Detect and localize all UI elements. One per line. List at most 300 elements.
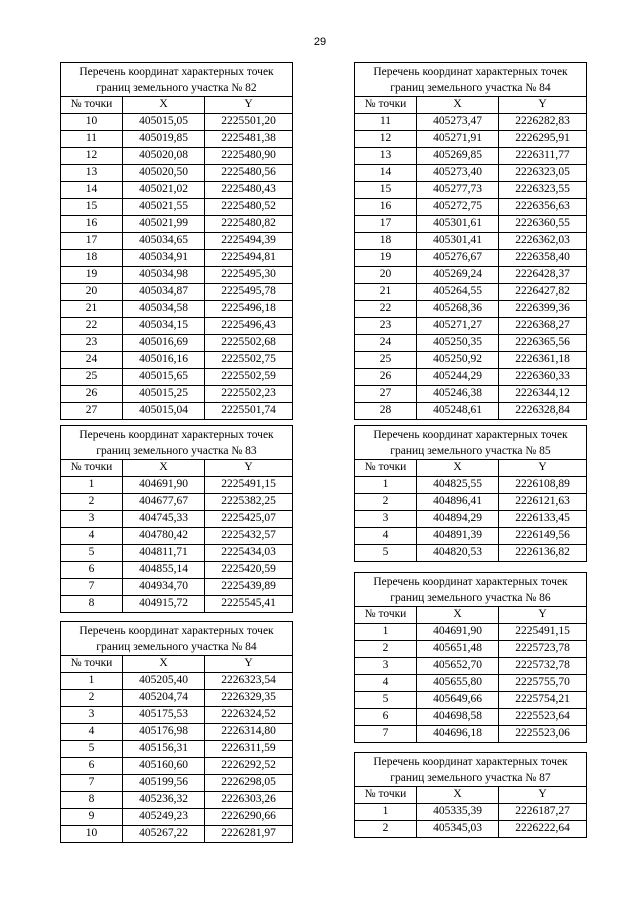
- x-cell: 405020,08: [123, 148, 205, 165]
- y-cell: 2225439,89: [205, 579, 293, 596]
- y-cell: 2225491,15: [205, 477, 293, 494]
- table-row: [61, 267, 293, 284]
- y-cell: 2225480,43: [205, 182, 293, 199]
- table-title-line: границ земельного участка № 86: [390, 591, 551, 604]
- x-cell: 404811,71: [123, 545, 205, 562]
- point-number-cell: 21: [355, 284, 417, 301]
- table-row: [61, 352, 293, 369]
- table-row: [355, 369, 587, 386]
- point-number-cell: 4: [355, 528, 417, 545]
- point-number-cell: 12: [61, 148, 123, 165]
- table-row: [355, 335, 587, 352]
- x-cell: 405655,80: [417, 675, 499, 692]
- point-number-cell: 4: [61, 528, 123, 545]
- point-number-cell: 18: [61, 250, 123, 267]
- point-number-cell: 16: [61, 216, 123, 233]
- point-number-cell: 8: [61, 792, 123, 809]
- y-cell: 2225496,18: [205, 301, 293, 318]
- point-number-cell: 2: [61, 494, 123, 511]
- y-cell: 2225425,07: [205, 511, 293, 528]
- point-number-cell: 23: [61, 335, 123, 352]
- point-number-cell: 22: [61, 318, 123, 335]
- y-cell: 2226323,05: [499, 165, 587, 182]
- header-y: Y: [499, 97, 587, 114]
- table-title-line: границ земельного участка № 84: [96, 640, 257, 653]
- table-title-line: Перечень координат характерных точек: [373, 755, 568, 768]
- coord-table-87: [354, 752, 587, 838]
- header-point-number: № точки: [355, 97, 417, 114]
- point-number-cell: 26: [355, 369, 417, 386]
- table-row: [61, 528, 293, 545]
- x-cell: 405651,48: [417, 641, 499, 658]
- point-number-cell: 26: [61, 386, 123, 403]
- table-title-line: Перечень координат характерных точек: [79, 624, 274, 637]
- table-row: [61, 596, 293, 613]
- table-row: [355, 726, 587, 743]
- table-row: [61, 182, 293, 199]
- point-number-cell: 11: [355, 114, 417, 131]
- header-x: X: [417, 607, 499, 624]
- y-cell: 2225382,25: [205, 494, 293, 511]
- header-y: Y: [205, 656, 293, 673]
- y-cell: 2226149,56: [499, 528, 587, 545]
- point-number-cell: 19: [61, 267, 123, 284]
- x-cell: 405272,75: [417, 199, 499, 216]
- point-number-cell: 13: [61, 165, 123, 182]
- x-cell: 404934,70: [123, 579, 205, 596]
- point-number-cell: 5: [355, 545, 417, 562]
- x-cell: 405020,50: [123, 165, 205, 182]
- y-cell: 2226222,64: [499, 821, 587, 838]
- table-row: [355, 182, 587, 199]
- table-row: [355, 675, 587, 692]
- x-cell: 404915,72: [123, 596, 205, 613]
- header-point-number: № точки: [61, 656, 123, 673]
- point-number-cell: 15: [355, 182, 417, 199]
- x-cell: 405273,47: [417, 114, 499, 131]
- y-cell: 2226311,77: [499, 148, 587, 165]
- x-cell: 405345,03: [417, 821, 499, 838]
- point-number-cell: 4: [355, 675, 417, 692]
- y-cell: 2226311,59: [205, 741, 293, 758]
- x-cell: 405269,24: [417, 267, 499, 284]
- x-cell: 405269,85: [417, 148, 499, 165]
- x-cell: 405205,40: [123, 673, 205, 690]
- y-cell: 2226427,82: [499, 284, 587, 301]
- table-row: [355, 165, 587, 182]
- y-cell: 2225494,81: [205, 250, 293, 267]
- x-cell: 405015,04: [123, 403, 205, 420]
- point-number-cell: 24: [355, 335, 417, 352]
- table-row: [61, 199, 293, 216]
- table-row: [61, 386, 293, 403]
- table-row: [61, 233, 293, 250]
- y-cell: 2226298,05: [205, 775, 293, 792]
- point-number-cell: 1: [61, 477, 123, 494]
- table-row: [61, 318, 293, 335]
- header-point-number: № точки: [355, 460, 417, 477]
- table-row: [355, 216, 587, 233]
- table-row: [61, 216, 293, 233]
- y-cell: 2226362,03: [499, 233, 587, 250]
- x-cell: 405249,23: [123, 809, 205, 826]
- table-row: [355, 267, 587, 284]
- table-row: [355, 250, 587, 267]
- x-cell: 405034,91: [123, 250, 205, 267]
- table-title-line: границ земельного участка № 87: [390, 771, 551, 784]
- y-cell: 2226323,54: [205, 673, 293, 690]
- x-cell: 405034,58: [123, 301, 205, 318]
- table-row: [355, 511, 587, 528]
- table-row: [61, 131, 293, 148]
- point-number-cell: 27: [355, 386, 417, 403]
- point-number-cell: 7: [355, 726, 417, 743]
- table-row: [61, 826, 293, 843]
- y-cell: 2225494,39: [205, 233, 293, 250]
- table-row: [355, 199, 587, 216]
- table-title-line: Перечень координат характерных точек: [373, 575, 568, 588]
- x-cell: 404855,14: [123, 562, 205, 579]
- point-number-cell: 8: [61, 596, 123, 613]
- table-row: [61, 690, 293, 707]
- y-cell: 2226365,56: [499, 335, 587, 352]
- table-row: [61, 403, 293, 420]
- table-row: [355, 301, 587, 318]
- x-cell: 405277,73: [417, 182, 499, 199]
- table-row: [61, 673, 293, 690]
- header-x: X: [417, 460, 499, 477]
- y-cell: 2225480,90: [205, 148, 293, 165]
- point-number-cell: 17: [61, 233, 123, 250]
- x-cell: 405268,36: [417, 301, 499, 318]
- x-cell: 404677,67: [123, 494, 205, 511]
- table-row: [61, 369, 293, 386]
- x-cell: 405175,53: [123, 707, 205, 724]
- point-number-cell: 24: [61, 352, 123, 369]
- x-cell: 405236,32: [123, 792, 205, 809]
- y-cell: 2226282,83: [499, 114, 587, 131]
- y-cell: 2226121,63: [499, 494, 587, 511]
- x-cell: 405335,39: [417, 804, 499, 821]
- point-number-cell: 3: [355, 658, 417, 675]
- y-cell: 2225523,06: [499, 726, 587, 743]
- header-row: [355, 607, 587, 624]
- y-cell: 2226360,33: [499, 369, 587, 386]
- x-cell: 405301,61: [417, 216, 499, 233]
- point-number-cell: 17: [355, 216, 417, 233]
- y-cell: 2225754,21: [499, 692, 587, 709]
- x-cell: 404820,53: [417, 545, 499, 562]
- y-cell: 2226328,84: [499, 403, 587, 420]
- header-x: X: [417, 97, 499, 114]
- table-title: [355, 426, 587, 460]
- header-y: Y: [205, 97, 293, 114]
- header-x: X: [123, 656, 205, 673]
- table-row: [61, 741, 293, 758]
- header-row: [61, 656, 293, 673]
- x-cell: 405021,55: [123, 199, 205, 216]
- x-cell: 405176,98: [123, 724, 205, 741]
- x-cell: 405652,70: [417, 658, 499, 675]
- x-cell: 405021,99: [123, 216, 205, 233]
- table-row: [61, 301, 293, 318]
- coord-table-82: [60, 62, 293, 420]
- y-cell: 2225732,78: [499, 658, 587, 675]
- y-cell: 2225496,43: [205, 318, 293, 335]
- y-cell: 2225480,52: [205, 199, 293, 216]
- point-number-cell: 14: [61, 182, 123, 199]
- table-row: [61, 284, 293, 301]
- table-row: [61, 758, 293, 775]
- table-title: [355, 573, 587, 607]
- x-cell: 404780,42: [123, 528, 205, 545]
- y-cell: 2226290,66: [205, 809, 293, 826]
- header-y: Y: [499, 607, 587, 624]
- y-cell: 2226356,63: [499, 199, 587, 216]
- y-cell: 2226136,82: [499, 545, 587, 562]
- x-cell: 404745,33: [123, 511, 205, 528]
- x-cell: 404825,55: [417, 477, 499, 494]
- x-cell: 404896,41: [417, 494, 499, 511]
- page-number: 29: [313, 36, 327, 48]
- point-number-cell: 25: [61, 369, 123, 386]
- table-row: [355, 352, 587, 369]
- point-number-cell: 2: [355, 821, 417, 838]
- table-row: [61, 477, 293, 494]
- header-row: [61, 97, 293, 114]
- table-row: [355, 284, 587, 301]
- table-row: [355, 545, 587, 562]
- y-cell: 2225434,03: [205, 545, 293, 562]
- x-cell: 404894,29: [417, 511, 499, 528]
- y-cell: 2225502,23: [205, 386, 293, 403]
- x-cell: 405034,87: [123, 284, 205, 301]
- point-number-cell: 6: [61, 758, 123, 775]
- table-row: [61, 792, 293, 809]
- table-title: [61, 63, 293, 97]
- x-cell: 404691,90: [123, 477, 205, 494]
- y-cell: 2226368,27: [499, 318, 587, 335]
- y-cell: 2225523,64: [499, 709, 587, 726]
- x-cell: 405649,66: [417, 692, 499, 709]
- x-cell: 405015,65: [123, 369, 205, 386]
- point-number-cell: 21: [61, 301, 123, 318]
- coord-table-85: [354, 425, 587, 562]
- point-number-cell: 6: [61, 562, 123, 579]
- x-cell: 405034,65: [123, 233, 205, 250]
- x-cell: 405248,61: [417, 403, 499, 420]
- table-row: [355, 658, 587, 675]
- table-row: [355, 403, 587, 420]
- header-x: X: [417, 787, 499, 804]
- y-cell: 2226108,89: [499, 477, 587, 494]
- point-number-cell: 3: [61, 707, 123, 724]
- point-number-cell: 11: [61, 131, 123, 148]
- x-cell: 404696,18: [417, 726, 499, 743]
- point-number-cell: 10: [61, 114, 123, 131]
- table-row: [355, 528, 587, 545]
- table-row: [355, 641, 587, 658]
- x-cell: 405250,92: [417, 352, 499, 369]
- table-title-line: границ земельного участка № 82: [96, 81, 257, 94]
- table-title-line: Перечень координат характерных точек: [79, 65, 274, 78]
- point-number-cell: 1: [355, 624, 417, 641]
- y-cell: 2225432,57: [205, 528, 293, 545]
- x-cell: 405016,16: [123, 352, 205, 369]
- y-cell: 2226292,52: [205, 758, 293, 775]
- y-cell: 2225502,68: [205, 335, 293, 352]
- table-row: [355, 131, 587, 148]
- coord-table-84: [354, 62, 587, 420]
- coord-table-86: [354, 572, 587, 743]
- y-cell: 2225481,38: [205, 131, 293, 148]
- table-title-line: Перечень координат характерных точек: [373, 65, 568, 78]
- table-row: [61, 148, 293, 165]
- table-row: [355, 494, 587, 511]
- y-cell: 2226323,55: [499, 182, 587, 199]
- table-title-line: Перечень координат характерных точек: [79, 428, 274, 441]
- header-point-number: № точки: [355, 787, 417, 804]
- point-number-cell: 2: [355, 641, 417, 658]
- point-number-cell: 10: [61, 826, 123, 843]
- y-cell: 2226295,91: [499, 131, 587, 148]
- x-cell: 405016,69: [123, 335, 205, 352]
- header-x: X: [123, 97, 205, 114]
- x-cell: 405021,02: [123, 182, 205, 199]
- y-cell: 2226187,27: [499, 804, 587, 821]
- x-cell: 405264,55: [417, 284, 499, 301]
- point-number-cell: 19: [355, 250, 417, 267]
- point-number-cell: 3: [61, 511, 123, 528]
- y-cell: 2225501,20: [205, 114, 293, 131]
- y-cell: 2225495,78: [205, 284, 293, 301]
- table-title: [355, 63, 587, 97]
- point-number-cell: 12: [355, 131, 417, 148]
- header-row: [61, 460, 293, 477]
- x-cell: 404698,58: [417, 709, 499, 726]
- y-cell: 2225491,15: [499, 624, 587, 641]
- table-row: [61, 250, 293, 267]
- x-cell: 404891,39: [417, 528, 499, 545]
- coord-table-83: [60, 425, 293, 613]
- y-cell: 2225502,75: [205, 352, 293, 369]
- point-number-cell: 3: [355, 511, 417, 528]
- table-title-line: Перечень координат характерных точек: [373, 428, 568, 441]
- point-number-cell: 5: [61, 741, 123, 758]
- y-cell: 2225501,74: [205, 403, 293, 420]
- table-row: [61, 775, 293, 792]
- point-number-cell: 1: [355, 804, 417, 821]
- header-point-number: № точки: [61, 97, 123, 114]
- point-number-cell: 25: [355, 352, 417, 369]
- table-title: [355, 753, 587, 787]
- table-row: [355, 624, 587, 641]
- table-row: [355, 318, 587, 335]
- y-cell: 2226358,40: [499, 250, 587, 267]
- table-row: [61, 335, 293, 352]
- y-cell: 2225480,82: [205, 216, 293, 233]
- header-row: [355, 787, 587, 804]
- header-y: Y: [499, 787, 587, 804]
- table-row: [355, 804, 587, 821]
- table-row: [61, 494, 293, 511]
- table-row: [355, 386, 587, 403]
- y-cell: 2225480,56: [205, 165, 293, 182]
- point-number-cell: 23: [355, 318, 417, 335]
- y-cell: 2225502,59: [205, 369, 293, 386]
- table-row: [355, 233, 587, 250]
- point-number-cell: 6: [355, 709, 417, 726]
- x-cell: 405271,91: [417, 131, 499, 148]
- y-cell: 2225545,41: [205, 596, 293, 613]
- point-number-cell: 28: [355, 403, 417, 420]
- x-cell: 405301,41: [417, 233, 499, 250]
- y-cell: 2226324,52: [205, 707, 293, 724]
- header-point-number: № точки: [355, 607, 417, 624]
- x-cell: 405034,98: [123, 267, 205, 284]
- y-cell: 2226133,45: [499, 511, 587, 528]
- x-cell: 405267,22: [123, 826, 205, 843]
- x-cell: 405244,29: [417, 369, 499, 386]
- point-number-cell: 7: [61, 775, 123, 792]
- point-number-cell: 5: [355, 692, 417, 709]
- table-row: [61, 809, 293, 826]
- y-cell: 2226360,55: [499, 216, 587, 233]
- point-number-cell: 15: [61, 199, 123, 216]
- header-y: Y: [499, 460, 587, 477]
- x-cell: 405015,25: [123, 386, 205, 403]
- point-number-cell: 22: [355, 301, 417, 318]
- table-title: [61, 622, 293, 656]
- point-number-cell: 14: [355, 165, 417, 182]
- x-cell: 405271,27: [417, 318, 499, 335]
- header-y: Y: [205, 460, 293, 477]
- table-title: [61, 426, 293, 460]
- y-cell: 2225755,70: [499, 675, 587, 692]
- y-cell: 2226344,12: [499, 386, 587, 403]
- table-title-line: границ земельного участка № 85: [390, 444, 551, 457]
- point-number-cell: 18: [355, 233, 417, 250]
- y-cell: 2226329,35: [205, 690, 293, 707]
- point-number-cell: 27: [61, 403, 123, 420]
- header-point-number: № точки: [61, 460, 123, 477]
- point-number-cell: 7: [61, 579, 123, 596]
- y-cell: 2226428,37: [499, 267, 587, 284]
- table-row: [355, 114, 587, 131]
- table-row: [61, 562, 293, 579]
- table-row: [61, 114, 293, 131]
- table-row: [61, 511, 293, 528]
- x-cell: 405156,31: [123, 741, 205, 758]
- y-cell: 2226399,36: [499, 301, 587, 318]
- table-title-line: границ земельного участка № 84: [390, 81, 551, 94]
- x-cell: 405273,40: [417, 165, 499, 182]
- point-number-cell: 2: [355, 494, 417, 511]
- x-cell: 405246,38: [417, 386, 499, 403]
- table-row: [61, 545, 293, 562]
- point-number-cell: 13: [355, 148, 417, 165]
- point-number-cell: 5: [61, 545, 123, 562]
- y-cell: 2225495,30: [205, 267, 293, 284]
- x-cell: 405160,60: [123, 758, 205, 775]
- x-cell: 405019,85: [123, 131, 205, 148]
- point-number-cell: 9: [61, 809, 123, 826]
- table-row: [355, 821, 587, 838]
- x-cell: 405276,67: [417, 250, 499, 267]
- table-row: [61, 579, 293, 596]
- y-cell: 2226361,18: [499, 352, 587, 369]
- y-cell: 2226281,97: [205, 826, 293, 843]
